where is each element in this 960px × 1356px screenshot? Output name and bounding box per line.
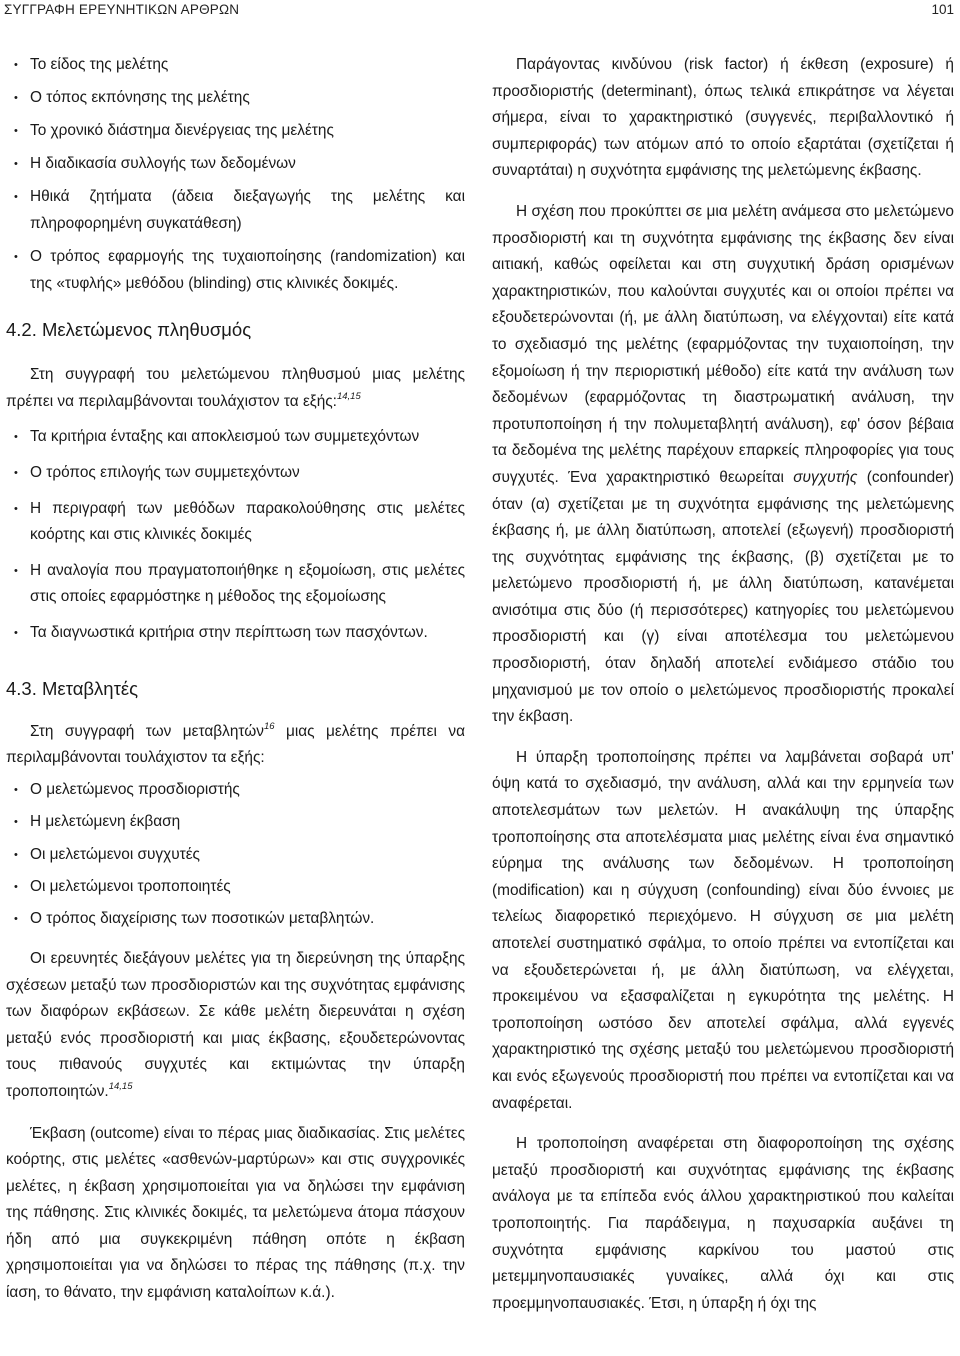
list-item: • Η περιγραφή των μεθόδων παρακολούθησης στις μελέτες κοόρτης και στις κλινικές δοκιμές: [6, 496, 465, 549]
list-item: • Ο τρόπος εφαρμογής της τυχαιοποίησης (randomization) και της «τυφλής» μεθόδου (blinding) στις κλινικές δοκιμές.: [6, 244, 465, 297]
list-item: • Οι μελετώμενοι τροποποιητές: [6, 874, 465, 901]
section-heading-4-2: 4.2. Μελετώμενος πληθυσμός: [6, 319, 252, 341]
risk-factor-paragraph: Παράγοντας κινδύνου (risk factor) ή έκθεση (exposure) ή προσδιοριστής (determinant), όπως τελικά επικράτησε να λέγεται σήμερα, είναι το χαρακτηριστικό (συγγενές, περιβαλλοντικό ή συμπεριφοράς) των ατόμων από το οποίο εξαρτάται (σχετίζεται ή συναρτάται) η συχνότητα εμφάνισης της μελετώμενης έκβασης.: [492, 56, 954, 180]
list-item: • Ο τόπος εκπόνησης της μελέτης: [6, 85, 465, 112]
left-column: [6, 52, 465, 1307]
paragraph-text: Οι ερευνητές διεξάγουν μελέτες για τη διερεύνηση της ύπαρξης σχέσεων μεταξύ των προσδιοριστών και της συχνότητας εμφάνισης των διαφόρων εκβάσεων. Σε κάθε μελέτη διερευνάται η σχέση μεταξύ ενός προσδιοριστή και μιας έκβασης, εξουδετερώνοντας τους πιθανούς συγχυτές και εκτιμώντας την ύπαρξη τροποποιητών.: [6, 949, 465, 1100]
running-head: [0, 0, 960, 22]
variables-paragraph-1: [6, 946, 465, 1106]
section-4-2-intro: [6, 362, 465, 415]
citation-ref: 16: [263, 720, 275, 732]
variables-paragraph-2: Έκβαση (outcome) είναι το πέρας μιας διαδικασίας. Στις μελέτες κοόρτης, στις μελέτες «ασθενών-μαρτύρων» και στις συγχρονικές μελέτες, η έκβαση χρησιμοποιείται για να δηλώσει την εμφάνιση της πάθησης. Στις κλινικές δοκιμές, τα μελετώμενα άτομα πάσχουν ήδη από μια συγκεκριμένη πάθηση οπότε η έκβαση χρησιμοποιείται για να δηλώσει το πέρας της πάθησης (π.χ. την ίαση, το θάνατο, την εμφάνιση καταλοίπων κ.ά.).: [6, 1124, 465, 1302]
intro-text: Στη συγγραφή του μελετώμενου πληθυσμού μιας μελέτης πρέπει να περιλαμβάνονται τουλάχιστον τα εξής:: [6, 366, 465, 410]
study-design-list: [6, 52, 465, 297]
variables-list: [6, 777, 465, 933]
list-item: • Ο τρόπος διαχείρισης των ποσοτικών μεταβλητών.: [6, 906, 465, 933]
right-column: [492, 52, 954, 1317]
citation-ref: 14,15: [108, 1080, 133, 1092]
list-item: • Η μελετώμενη έκβαση: [6, 809, 465, 836]
emphasis-term: συγχυτής: [793, 468, 858, 486]
population-list: [6, 424, 465, 646]
modification-paragraph: Η ύπαρξη τροποποίησης πρέπει να λαμβάνεται σοβαρά υπ' όψη κατά το σχεδιασμό, την ανάλυση, αλλά και την ερμηνεία των αποτελεσμάτων των μελετών. Η ανακάλυψη της ύπαρξης τροποποίησης στα αποτελέσματα μιας μελέτης είναι ένα σημαντικό εύρημα της ανάλυσης των δεδομένων. Η τροποποίηση (modification) και η σύγχυση (confounding) είναι δύο έννοιες με τελείως διαφορετικό περιεχόμενο. Η σύγχυση σε μια μελέτη αποτελεί συστηματικό σφάλμα, το οποίο πρέπει να εντοπίζεται και να εξουδετερώνεται ή, με άλλη διατύπωση, να ελέγχεται, προκειμένου να εξασφαλίζεται η εγκυρότητα της μελέτης. Η τροποποίηση ωστόσο δεν αποτελεί σφάλμα, αλλά εγγενές χαρακτηριστικό της σχέσης μεταξύ του μελετώμενου προσδιοριστή και ενός εξωγενούς προσδιοριστή που πρέπει να εντοπίζεται και να αναφέρεται.: [492, 748, 954, 1112]
intro-text-b: μιας μελέτης πρέπει να περιλαμβάνονται τουλάχιστον τα εξής:: [6, 722, 465, 767]
paragraph-text-b: (confounder) όταν (α) σχετίζεται με τη συχνότητα εμφάνισης της μελετώμενης έκβασης ή, με άλλη διατύπωση, αποτελεί (εξωγενή) προσδιοριστή της συχνότητας εμφάνισης της έκβασης, (β) σχετίζεται με το μελετώμενο προσδιοριστή ή, με άλλη διατύπωση, κατανέμεται ανισότιμα στις δύο (ή περισσότερες) κατηγορίες του μελετώμενου προσδιοριστή και (γ) είναι αποτέλεσμα του μελετώμενου προσδιοριστή, όταν δηλαδή αποτελεί ενδιάμεσο στάδιο του μηχανισμού με τον οποίο ο μελετώμενος προσδιοριστής προκαλεί την έκβαση.: [492, 468, 954, 726]
list-item: • Τα κριτήρια ένταξης και αποκλεισμού των συμμετεχόντων: [6, 424, 465, 451]
list-item: • Οι μελετώμενοι συγχυτές: [6, 842, 465, 869]
list-item: • Τα διαγνωστικά κριτήρια στην περίπτωση των πασχόντων.: [6, 620, 465, 647]
list-item: • Το είδος της μελέτης: [6, 52, 465, 79]
list-item: • Η αναλογία που πραγματοποιήθηκε η εξομοίωση, στις μελέτες στις οποίες εφαρμόστηκε η μέθοδος της εξομοίωσης: [6, 558, 465, 611]
citation-ref: 14,15: [336, 390, 361, 402]
list-item: • Ο τρόπος επιλογής των συμμετεχόντων: [6, 460, 465, 487]
list-item: • Η διαδικασία συλλογής των δεδομένων: [6, 151, 465, 178]
running-head-title: ΣΥΓΓΡΑΦΗ ΕΡΕΥΝΗΤΙΚΩΝ ΑΡΘΡΩΝ: [4, 2, 240, 17]
section-heading-4-3: 4.3. Μεταβλητές: [6, 677, 139, 699]
confounding-paragraph: [492, 199, 954, 731]
section-4-3-intro: [6, 719, 465, 772]
page-number: 101: [931, 2, 954, 17]
modification-definition-paragraph: Η τροποποίηση αναφέρεται στη διαφοροποίηση της σχέσης μεταξύ προσδιοριστή και συχνότητας εμφάνισης της έκβασης ανάλογα με τα επίπεδα ενός άλλου χαρακτηριστικού που καλείται τροποποιητής. Για παράδειγμα, η παχυσαρκία αυξάνει τη συχνότητα εμφάνισης καρκίνου του μαστού στις μετεμμηνοπαυσιακές γυναίκες, αλλά όχι και στις προεμμηνοπαυσιακές. Έτσι, η ύπαρξη ή όχι της: [492, 1135, 954, 1312]
paragraph-text-a: Η σχέση που προκύπτει σε μια μελέτη ανάμεσα στο μελετώμενο προσδιοριστή και τη συχνότητα εμφάνισης της έκβασης δεν είναι αιτιακή, καθώς οφείλεται και στη συγχυτική δράση ορισμένων χαρακτηριστικών, που καλούνται συγχυτές και οι οποίοι πρέπει να εξουδετερώνονται (ή, με άλλη διατύπωση, να ελέγχονται) είτε κατά το σχεδιασμό της μελέτης (εφαρμόζοντας την τυχαιοποίηση, την εξομοίωση ή την περιοριστική μέθοδο) είτε κατά την ανάλυση των δεδομένων (εφαρμόζοντας τη διαστρωματική ανάλυση, την προτυποποίηση ή την πολυμεταβλητή ανάλυση), εφ' όσον βέβαια τα δεδομένα της μελέτης παρέχουν επαρκείς πληροφορίες για τους συγχυτές. Ένα χαρακτηριστικό θεωρείται: [492, 202, 954, 486]
list-item: • Ο μελετώμενος προσδιοριστής: [6, 777, 465, 804]
list-item: • Το χρονικό διάστημα διενέργειας της μελέτης: [6, 118, 465, 145]
intro-text-a: Στη συγγραφή των μεταβλητών: [30, 722, 264, 740]
list-item: • Ηθικά ζητήματα (άδεια διεξαγωγής της μελέτης και πληροφορημένη συγκατάθεση): [6, 184, 465, 237]
